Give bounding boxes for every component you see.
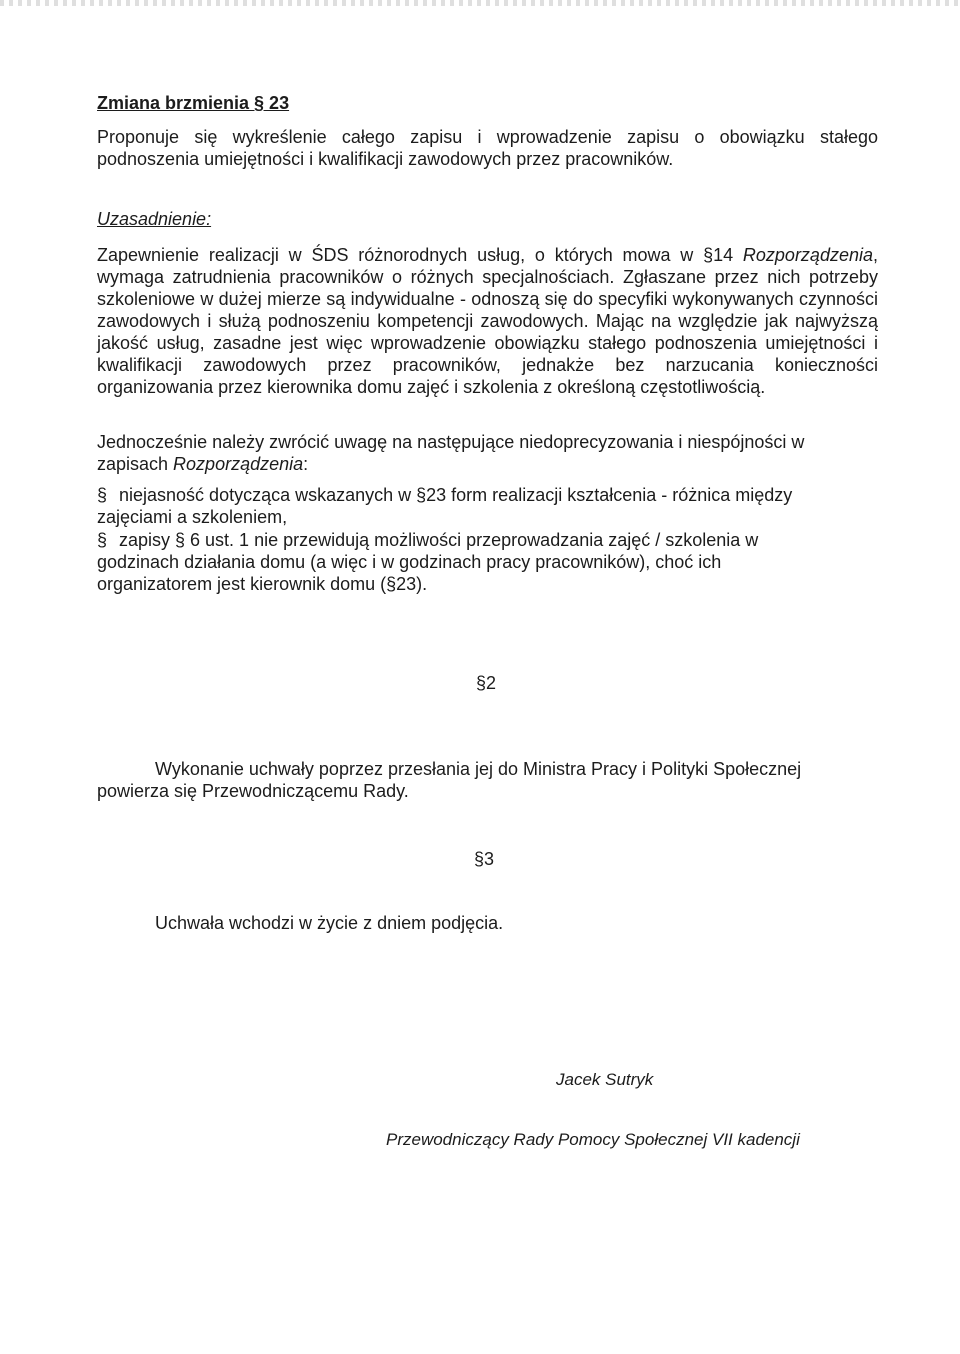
section-3-text: Uchwała wchodzi w życie z dniem podjęcia.	[155, 913, 504, 933]
inconsistencies-note	[97, 431, 878, 475]
justification-text-1: Zapewnienie realizacji w ŚDS różnorodnych usług, o których mowa w §14	[97, 245, 743, 265]
note-italic: Rozporządzenia	[173, 454, 304, 474]
note-text-2: :	[303, 454, 309, 474]
amendment-heading: Zmiana brzmienia § 23	[97, 93, 290, 113]
note-text-1: Jednocześnie należy zwrócić uwagę na następujące niedoprecyzowania i niespójności w zapisach	[97, 432, 805, 474]
section-2-label: §2	[476, 673, 497, 693]
bullet-text-1: niejasność dotycząca wskazanych w §23 form realizacji kształcenia - różnica między zajęciami a szkoleniem,	[97, 485, 793, 527]
bullet-item-2	[97, 529, 817, 595]
section-2-text: Wykonanie uchwały poprzez przesłania jej do Ministra Pracy i Polityki Społecznej powierza się Przewodniczącemu Rady.	[97, 759, 802, 801]
justification-label: Uzasadnienie:	[97, 209, 212, 229]
signatory-title: Przewodniczący Rady Pomocy Społecznej VII kadencji	[386, 1130, 800, 1149]
bullet-item-1	[97, 484, 857, 528]
bullet-text-2: zapisy § 6 ust. 1 nie przewidują możliwości przeprowadzania zajęć / szkolenia w godzinach działania domu (a więc i w godzinach pracy pracowników), choć ich organizatorem jest kierownik domu (§23).	[97, 530, 759, 594]
section-bullet-icon: §	[97, 485, 108, 505]
scan-artifact-strip	[0, 0, 960, 6]
justification-text-2: , wymaga zatrudnienia pracowników o różnych specjalnościach. Zgłaszane przez nich potrzeby szkoleniowe w dużej mierze są indywidualne - odnoszą się do specyfiki wykonywanych czynności zawodowych i służą podnoszeniu kompetencji zawodowych. Mając na względzie jak najwyższą jakość usług, zasadne jest więc wprowadzenie obowiązku stałego podnoszenia umiejętności i kwalifikacji zawodowych przez pracowników, jednakże bez narzucania konieczności organizowania przez kierownika domu zajęć i szkolenia z określoną częstotliwością.	[97, 245, 878, 397]
justification-italic: Rozporządzenia	[742, 245, 873, 265]
amendment-proposal: Proponuje się wykreślenie całego zapisu i wprowadzenie zapisu o obowiązku stałego podnoszenia umiejętności i kwalifikacji zawodowych przez pracowników.	[97, 127, 878, 169]
justification-paragraph	[97, 244, 878, 398]
section-bullet-icon: §	[97, 530, 108, 550]
section-3-label: §3	[474, 849, 495, 869]
signatory-name: Jacek Sutryk	[556, 1070, 654, 1089]
